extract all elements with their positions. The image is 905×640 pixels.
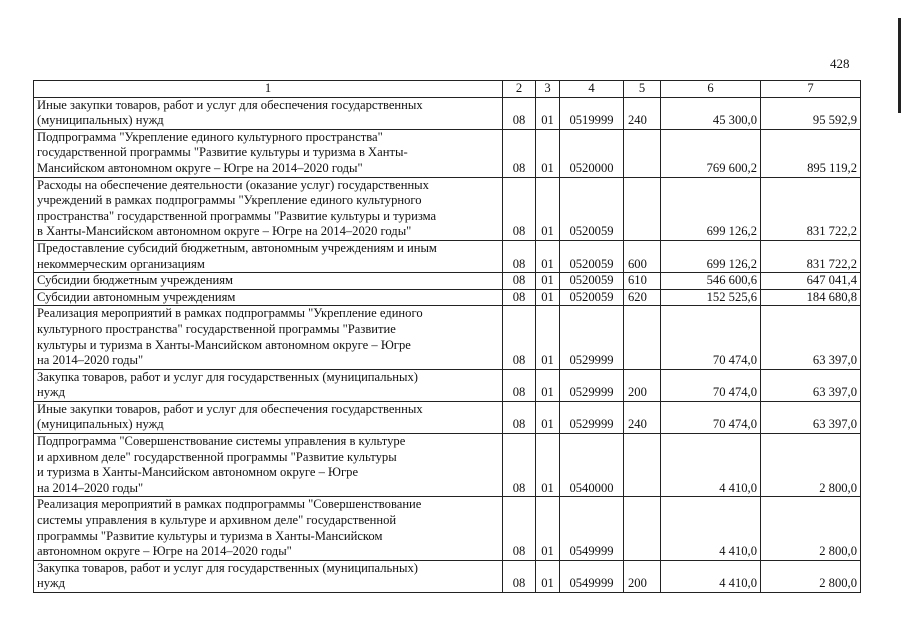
subsection-code-cell: 01 [536,97,560,129]
amount-year-1-cell: 4 410,0 [661,560,761,592]
expense-type-cell: 200 [624,560,661,592]
row-name-cell: Иные закупки товаров, работ и услуг для обеспечения государственных (муниципальных) нужд [34,401,503,433]
amount-year-2-cell: 647 041,4 [761,273,861,290]
amount-year-1-cell: 699 126,2 [661,240,761,272]
target-article-cell: 0529999 [560,369,624,401]
amount-year-2-cell: 95 592,9 [761,97,861,129]
amount-year-1-cell: 769 600,2 [661,129,761,177]
expense-type-cell: 610 [624,273,661,290]
target-article-cell: 0520059 [560,177,624,240]
row-name-cell: Закупка товаров, работ и услуг для государственных (муниципальных) нужд [34,560,503,592]
row-name-cell: Предоставление субсидий бюджетным, автономным учреждениям и иным некоммерческим организациям [34,240,503,272]
table-row [34,497,861,560]
expense-type-cell [624,129,661,177]
table-row [34,560,861,592]
header-cell: 3 [536,81,560,98]
subsection-code-cell: 01 [536,177,560,240]
section-code-cell: 08 [503,560,536,592]
section-code-cell: 08 [503,129,536,177]
section-code-cell: 08 [503,401,536,433]
target-article-cell: 0520000 [560,129,624,177]
amount-year-2-cell: 184 680,8 [761,289,861,306]
table-row [34,273,861,290]
amount-year-1-cell: 70 474,0 [661,401,761,433]
table-row [34,129,861,177]
header-cell: 7 [761,81,861,98]
subsection-code-cell: 01 [536,560,560,592]
expense-type-cell: 200 [624,369,661,401]
subsection-code-cell: 01 [536,306,560,369]
header-row [34,81,861,98]
section-code-cell: 08 [503,97,536,129]
page-edge-mark [898,18,901,113]
row-name-cell: Субсидии бюджетным учреждениям [34,273,503,290]
subsection-code-cell: 01 [536,289,560,306]
target-article-cell: 0529999 [560,306,624,369]
amount-year-1-cell: 70 474,0 [661,306,761,369]
target-article-cell: 0520059 [560,273,624,290]
amount-year-2-cell: 2 800,0 [761,497,861,560]
amount-year-1-cell: 4 410,0 [661,497,761,560]
expense-type-cell [624,434,661,497]
amount-year-2-cell: 2 800,0 [761,434,861,497]
table-row [34,289,861,306]
expense-type-cell [624,306,661,369]
header-cell: 6 [661,81,761,98]
amount-year-2-cell: 63 397,0 [761,306,861,369]
row-name-cell: Реализация мероприятий в рамках подпрограммы "Укрепление единого культурного пространства" государственной программы "Развитие культуры и туризма в Ханты-Мансийском автономном округе – Югре на 2014–2020 годы" [34,306,503,369]
target-article-cell: 0540000 [560,434,624,497]
amount-year-2-cell: 831 722,2 [761,177,861,240]
table-row [34,97,861,129]
amount-year-2-cell: 63 397,0 [761,369,861,401]
expense-type-cell: 620 [624,289,661,306]
amount-year-2-cell: 63 397,0 [761,401,861,433]
row-name-cell: Расходы на обеспечение деятельности (оказание услуг) государственных учреждений в рамках подпрограммы "Укрепление единого культурного пространства" государственной программы "Развитие культуры и туризма в Ханты-Мансийском автономном округе – Югре на 2014–2020 годы" [34,177,503,240]
amount-year-2-cell: 2 800,0 [761,560,861,592]
row-name-cell: Реализация мероприятий в рамках подпрограммы "Совершенствование системы управления в культуре и архивном деле" государственной программы "Развитие культуры и туризма в Ханты-Мансийском автономном округе – Югре на 2014–2020 годы" [34,497,503,560]
target-article-cell: 0520059 [560,240,624,272]
amount-year-1-cell: 70 474,0 [661,369,761,401]
section-code-cell: 08 [503,434,536,497]
subsection-code-cell: 01 [536,273,560,290]
amount-year-1-cell: 152 525,6 [661,289,761,306]
section-code-cell: 08 [503,240,536,272]
header-cell: 2 [503,81,536,98]
table-row [34,240,861,272]
budget-table [33,80,861,593]
table-row [34,401,861,433]
row-name-cell: Иные закупки товаров, работ и услуг для обеспечения государственных (муниципальных) нужд [34,97,503,129]
expense-type-cell: 600 [624,240,661,272]
target-article-cell: 0519999 [560,97,624,129]
section-code-cell: 08 [503,273,536,290]
section-code-cell: 08 [503,369,536,401]
expense-type-cell [624,497,661,560]
section-code-cell: 08 [503,289,536,306]
section-code-cell: 08 [503,177,536,240]
target-article-cell: 0549999 [560,497,624,560]
row-name-cell: Субсидии автономным учреждениям [34,289,503,306]
amount-year-1-cell: 4 410,0 [661,434,761,497]
target-article-cell: 0549999 [560,560,624,592]
table-row [34,434,861,497]
amount-year-1-cell: 546 600,6 [661,273,761,290]
section-code-cell: 08 [503,497,536,560]
amount-year-1-cell: 45 300,0 [661,97,761,129]
subsection-code-cell: 01 [536,369,560,401]
row-name-cell: Подпрограмма "Укрепление единого культурного пространства" государственной программы "Развитие культуры и туризма в Ханты- Мансийском автономном округе – Югре на 2014–2020 годы" [34,129,503,177]
section-code-cell: 08 [503,306,536,369]
subsection-code-cell: 01 [536,434,560,497]
expense-type-cell [624,177,661,240]
header-cell: 4 [560,81,624,98]
subsection-code-cell: 01 [536,240,560,272]
table-row [34,306,861,369]
expense-type-cell: 240 [624,97,661,129]
amount-year-2-cell: 895 119,2 [761,129,861,177]
amount-year-1-cell: 699 126,2 [661,177,761,240]
subsection-code-cell: 01 [536,129,560,177]
row-name-cell: Подпрограмма "Совершенствование системы управления в культуре и архивном деле" государственной программы "Развитие культуры и туризма в Ханты-Мансийском автономном округе – Югре на 2014–2020 годы" [34,434,503,497]
header-cell: 1 [34,81,503,98]
expense-type-cell: 240 [624,401,661,433]
table-row [34,177,861,240]
subsection-code-cell: 01 [536,401,560,433]
subsection-code-cell: 01 [536,497,560,560]
target-article-cell: 0520059 [560,289,624,306]
target-article-cell: 0529999 [560,401,624,433]
amount-year-2-cell: 831 722,2 [761,240,861,272]
row-name-cell: Закупка товаров, работ и услуг для государственных (муниципальных) нужд [34,369,503,401]
header-cell: 5 [624,81,661,98]
table-row [34,369,861,401]
page-number: 428 [830,56,850,71]
